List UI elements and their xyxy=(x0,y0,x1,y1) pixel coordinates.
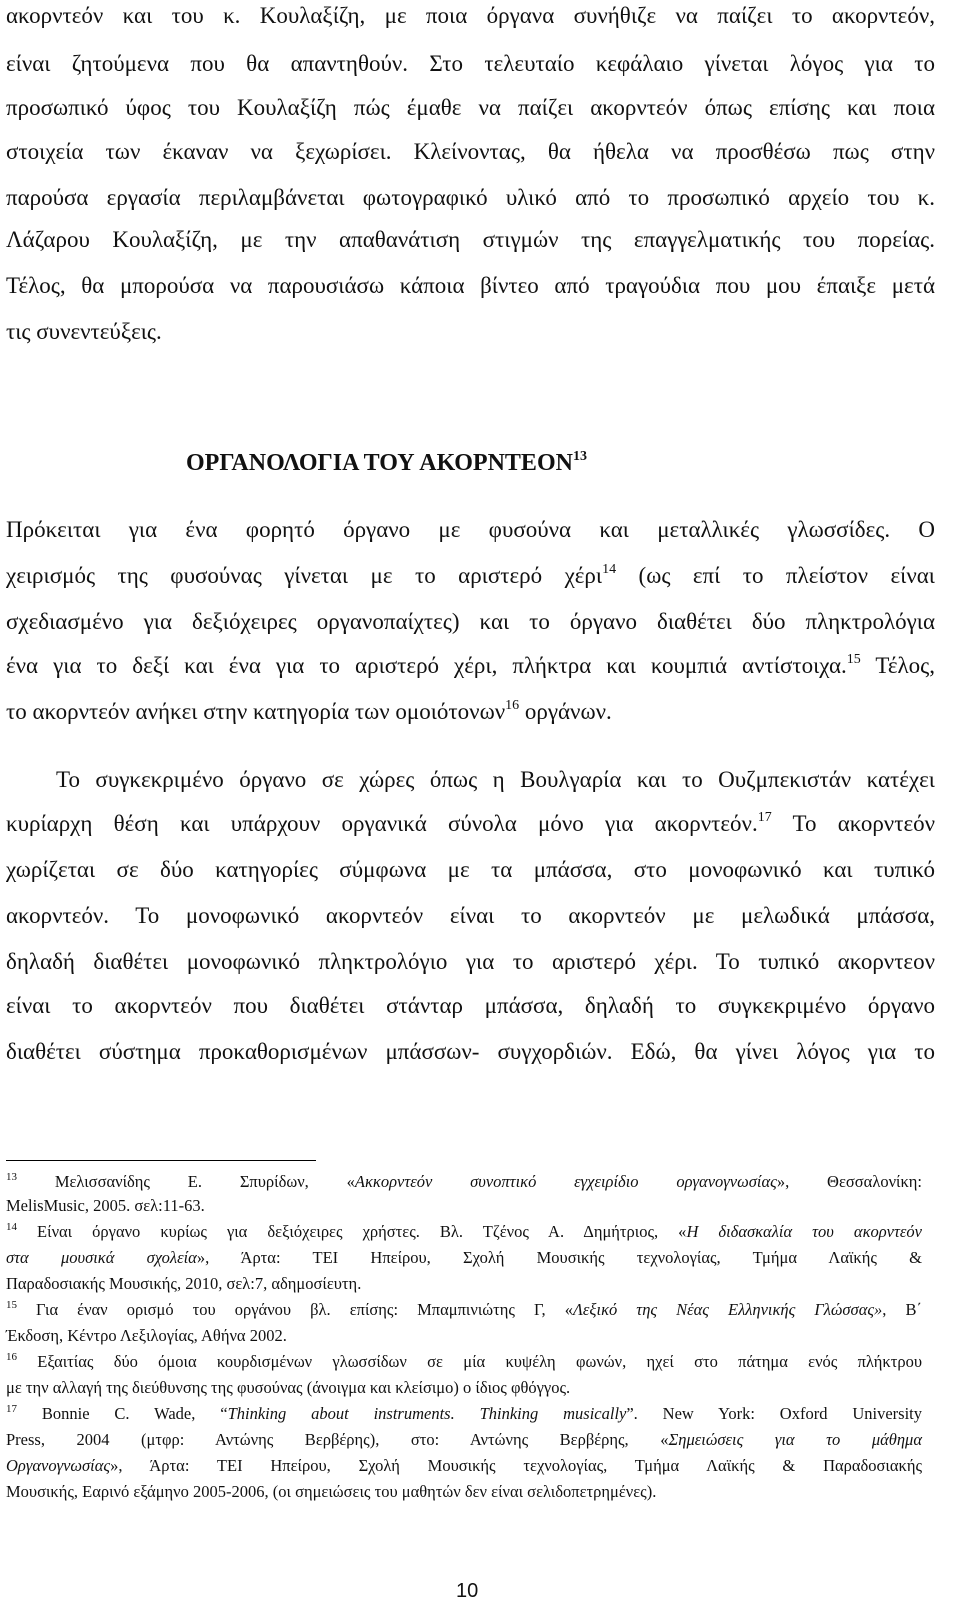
footnote-16-cont: με την αλλαγή της διεύθυνσης της φυσούνας (άνοιγμα και κλείσιμο) ο ίδιος φθόγγος. xyxy=(6,1378,571,1397)
body-line: ακορντεόν. Το μονοφωνικό ακορντεόν είναι το ακορντεόν με μελωδικά μπάσσα, xyxy=(6,903,935,928)
text-span: Για έναν ορισμό του οργάνου βλ. επίσης: Μπαμπινιώτης Γ, « xyxy=(17,1300,573,1319)
citation-title: στα μουσικά σχολεία xyxy=(6,1248,197,1267)
text-span: , Β΄ xyxy=(882,1300,922,1319)
footnote-ref: 13 xyxy=(572,449,587,464)
text-span: χειρισμός της φυσούνας γίνεται με το αριστερό χέρι xyxy=(6,563,603,588)
text-span: », Θεσσαλονίκη: xyxy=(776,1172,922,1191)
footnote-13-cont: MelisMusic, 2005. σελ:11-63. xyxy=(6,1196,205,1215)
text-span: Εξαιτίας δύο όμοια κουρδισμένων γλωσσίδων σε μία κυψέλη φωνών, ηχεί στο πάτημα ενός πλήκτρου xyxy=(17,1352,922,1371)
page-number: 10 xyxy=(456,1580,479,1602)
body-line: είναι το ακορντεόν που διαθέτει στάνταρ μπάσσα, δηλαδή το συγκεκριμένο όργανο xyxy=(6,993,935,1018)
footnote-number: 14 xyxy=(6,1221,17,1233)
footnote-15 xyxy=(6,1299,922,1319)
text-span: Τέλος, xyxy=(860,653,935,678)
footnote-14 xyxy=(6,1221,922,1241)
text-span: », Άρτα: ΤΕΙ Ηπείρου, Σχολή Μουσικής τεχνολογίας, Τμήμα Λαϊκής & Παραδοσιακής xyxy=(110,1456,922,1475)
footnote-number: 16 xyxy=(6,1351,17,1363)
footnote-ref: 15 xyxy=(846,652,861,667)
footnote-number: 13 xyxy=(6,1171,17,1183)
text-span: κυρίαρχη θέση και υπάρχουν οργανικά σύνολα μόνο για ακορντεόν. xyxy=(6,811,758,836)
body-line xyxy=(6,700,612,723)
footnote-17-cont xyxy=(6,1432,922,1449)
body-line xyxy=(6,654,935,677)
text-span: (ως επί το πλείστον είναι xyxy=(616,563,935,588)
citation-title: Λεξικό της Νέας Ελληνικής Γλώσσας» xyxy=(572,1300,883,1319)
body-line: είναι ζητούμενα που θα απαντηθούν. Στο τελευταίο κεφάλαιο γίνεται λόγος για το xyxy=(6,51,935,76)
text-span: το ακορντεόν ανήκει στην κατηγορία των ομοιότονων xyxy=(6,699,506,724)
body-line: Το συγκεκριμένο όργανο σε χώρες όπως η Βουλγαρία και το Ουζμπεκιστάν κατέχει xyxy=(56,767,935,792)
citation-title: Η διδασκαλία του ακορντεόν xyxy=(686,1222,922,1241)
body-line: χωρίζεται σε δύο κατηγορίες σύμφωνα με τα μπάσσα, στο μονοφωνικό και τυπικό xyxy=(6,857,935,882)
text-span: Είναι όργανο κυρίως για δεξιόχειρες χρήστες. Βλ. Τζένος Α. Δημήτριος, « xyxy=(17,1222,687,1241)
body-line: Πρόκειται για ένα φορητό όργανο με φυσούνα και μεταλλικές γλωσσίδες. Ο xyxy=(6,517,935,542)
body-line: προσωπικό ύφος του Κουλαξίζη πώς έμαθε να παίζει ακορντεόν όπως επίσης και ποια xyxy=(6,95,935,120)
footnote-14-cont: Παραδοσιακής Μουσικής, 2010, σελ:7, αδημοσίευτη. xyxy=(6,1274,362,1293)
footnote-ref: 16 xyxy=(505,698,520,713)
body-line: ακορντεόν και του κ. Κουλαξίζη, με ποια όργανα συνήθιζε να παίζει το ακορντεόν, xyxy=(6,3,935,28)
footnote-ref: 17 xyxy=(757,810,772,825)
footnote-16 xyxy=(6,1351,922,1371)
footnote-13 xyxy=(6,1171,922,1191)
body-line: Τέλος, θα μπορούσα να παρουσιάσω κάποια βίντεο από τραγούδια που μου έπαιξε μετά xyxy=(6,273,935,298)
text-span: », Άρτα: ΤΕΙ Ηπείρου, Σχολή Μουσικής τεχνολογίας, Τμήμα Λαϊκής & xyxy=(196,1248,922,1267)
footnote-15-cont: Έκδοση, Κέντρο Λεξιλογίας, Αθήνα 2002. xyxy=(6,1326,287,1345)
text-span: Μελισσανίδης Ε. Σπυρίδων, « xyxy=(17,1172,355,1191)
section-heading xyxy=(186,450,587,477)
citation-title: Thinking about instruments. Thinking musically xyxy=(227,1404,627,1423)
footnote-17 xyxy=(6,1403,922,1423)
footnote-separator xyxy=(6,1160,316,1161)
text-span: Bonnie C. Wade, “ xyxy=(17,1404,228,1423)
text-span: ”. New York: Oxford University xyxy=(626,1404,922,1423)
footnote-number: 17 xyxy=(6,1403,17,1415)
body-line: Λάζαρου Κουλαξίζη, με την απαθανάτιση στιγμών της επαγγελματικής του πορείας. xyxy=(6,227,935,252)
citation-title: Ακκορντεόν συνοπτικό εγχειρίδιο οργανογνωσίας xyxy=(354,1172,777,1191)
footnote-number: 15 xyxy=(6,1299,17,1311)
footnote-17-cont: Μουσικής, Εαρινό εξάμηνο 2005-2006, (οι σημειώσεις του μαθητών δεν είναι σελιδοπετρημένες). xyxy=(6,1482,657,1501)
text-span: οργάνων. xyxy=(519,699,612,724)
body-line: διαθέτει σύστημα προκαθορισμένων μπάσσων- συγχορδιών. Εδώ, θα γίνει λόγος για το xyxy=(6,1039,935,1064)
body-line: σχεδιασμένο για δεξιόχειρες οργανοπαίχτες) και το όργανο διαθέτει δύο πληκτρολόγια xyxy=(6,609,935,634)
citation-title: Σημειώσεις για το μάθημα xyxy=(668,1430,922,1449)
body-line: δηλαδή διαθέτει μονοφωνικό πληκτρολόγιο για το αριστερό χέρι. Το τυπικό ακορντεον xyxy=(6,949,935,974)
text-span: ένα για το δεξί και ένα για το αριστερό χέρι, πλήκτρα και κουμπιά αντίστοιχα. xyxy=(6,653,847,678)
body-line xyxy=(6,812,935,835)
footnote-ref: 14 xyxy=(602,562,617,577)
body-line: στοιχεία των έκαναν να ξεχωρίσει. Κλείνοντας, θα ήθελα να προσθέσω πως στην xyxy=(6,139,935,164)
text-span: Press, 2004 (μτφρ: Αντώνης Βερβέρης), στο: Αντώνης Βερβέρης, « xyxy=(6,1430,669,1449)
footnote-17-cont xyxy=(6,1458,922,1475)
body-line: τις συνεντεύξεις. xyxy=(6,319,162,344)
heading-text: ΟΡΓΑΝΟΛΟΓΙΑ ΤΟΥ ΑΚΟΡΝΤΕΟΝ xyxy=(186,450,573,476)
citation-title: Οργανογνωσίας xyxy=(6,1456,111,1475)
body-line xyxy=(6,564,935,587)
footnote-14-cont xyxy=(6,1250,922,1267)
text-span: Το ακορντεόν xyxy=(771,811,935,836)
body-line: παρούσα εργασία περιλαμβάνεται φωτογραφικό υλικό από το προσωπικό αρχείο του κ. xyxy=(6,185,935,210)
